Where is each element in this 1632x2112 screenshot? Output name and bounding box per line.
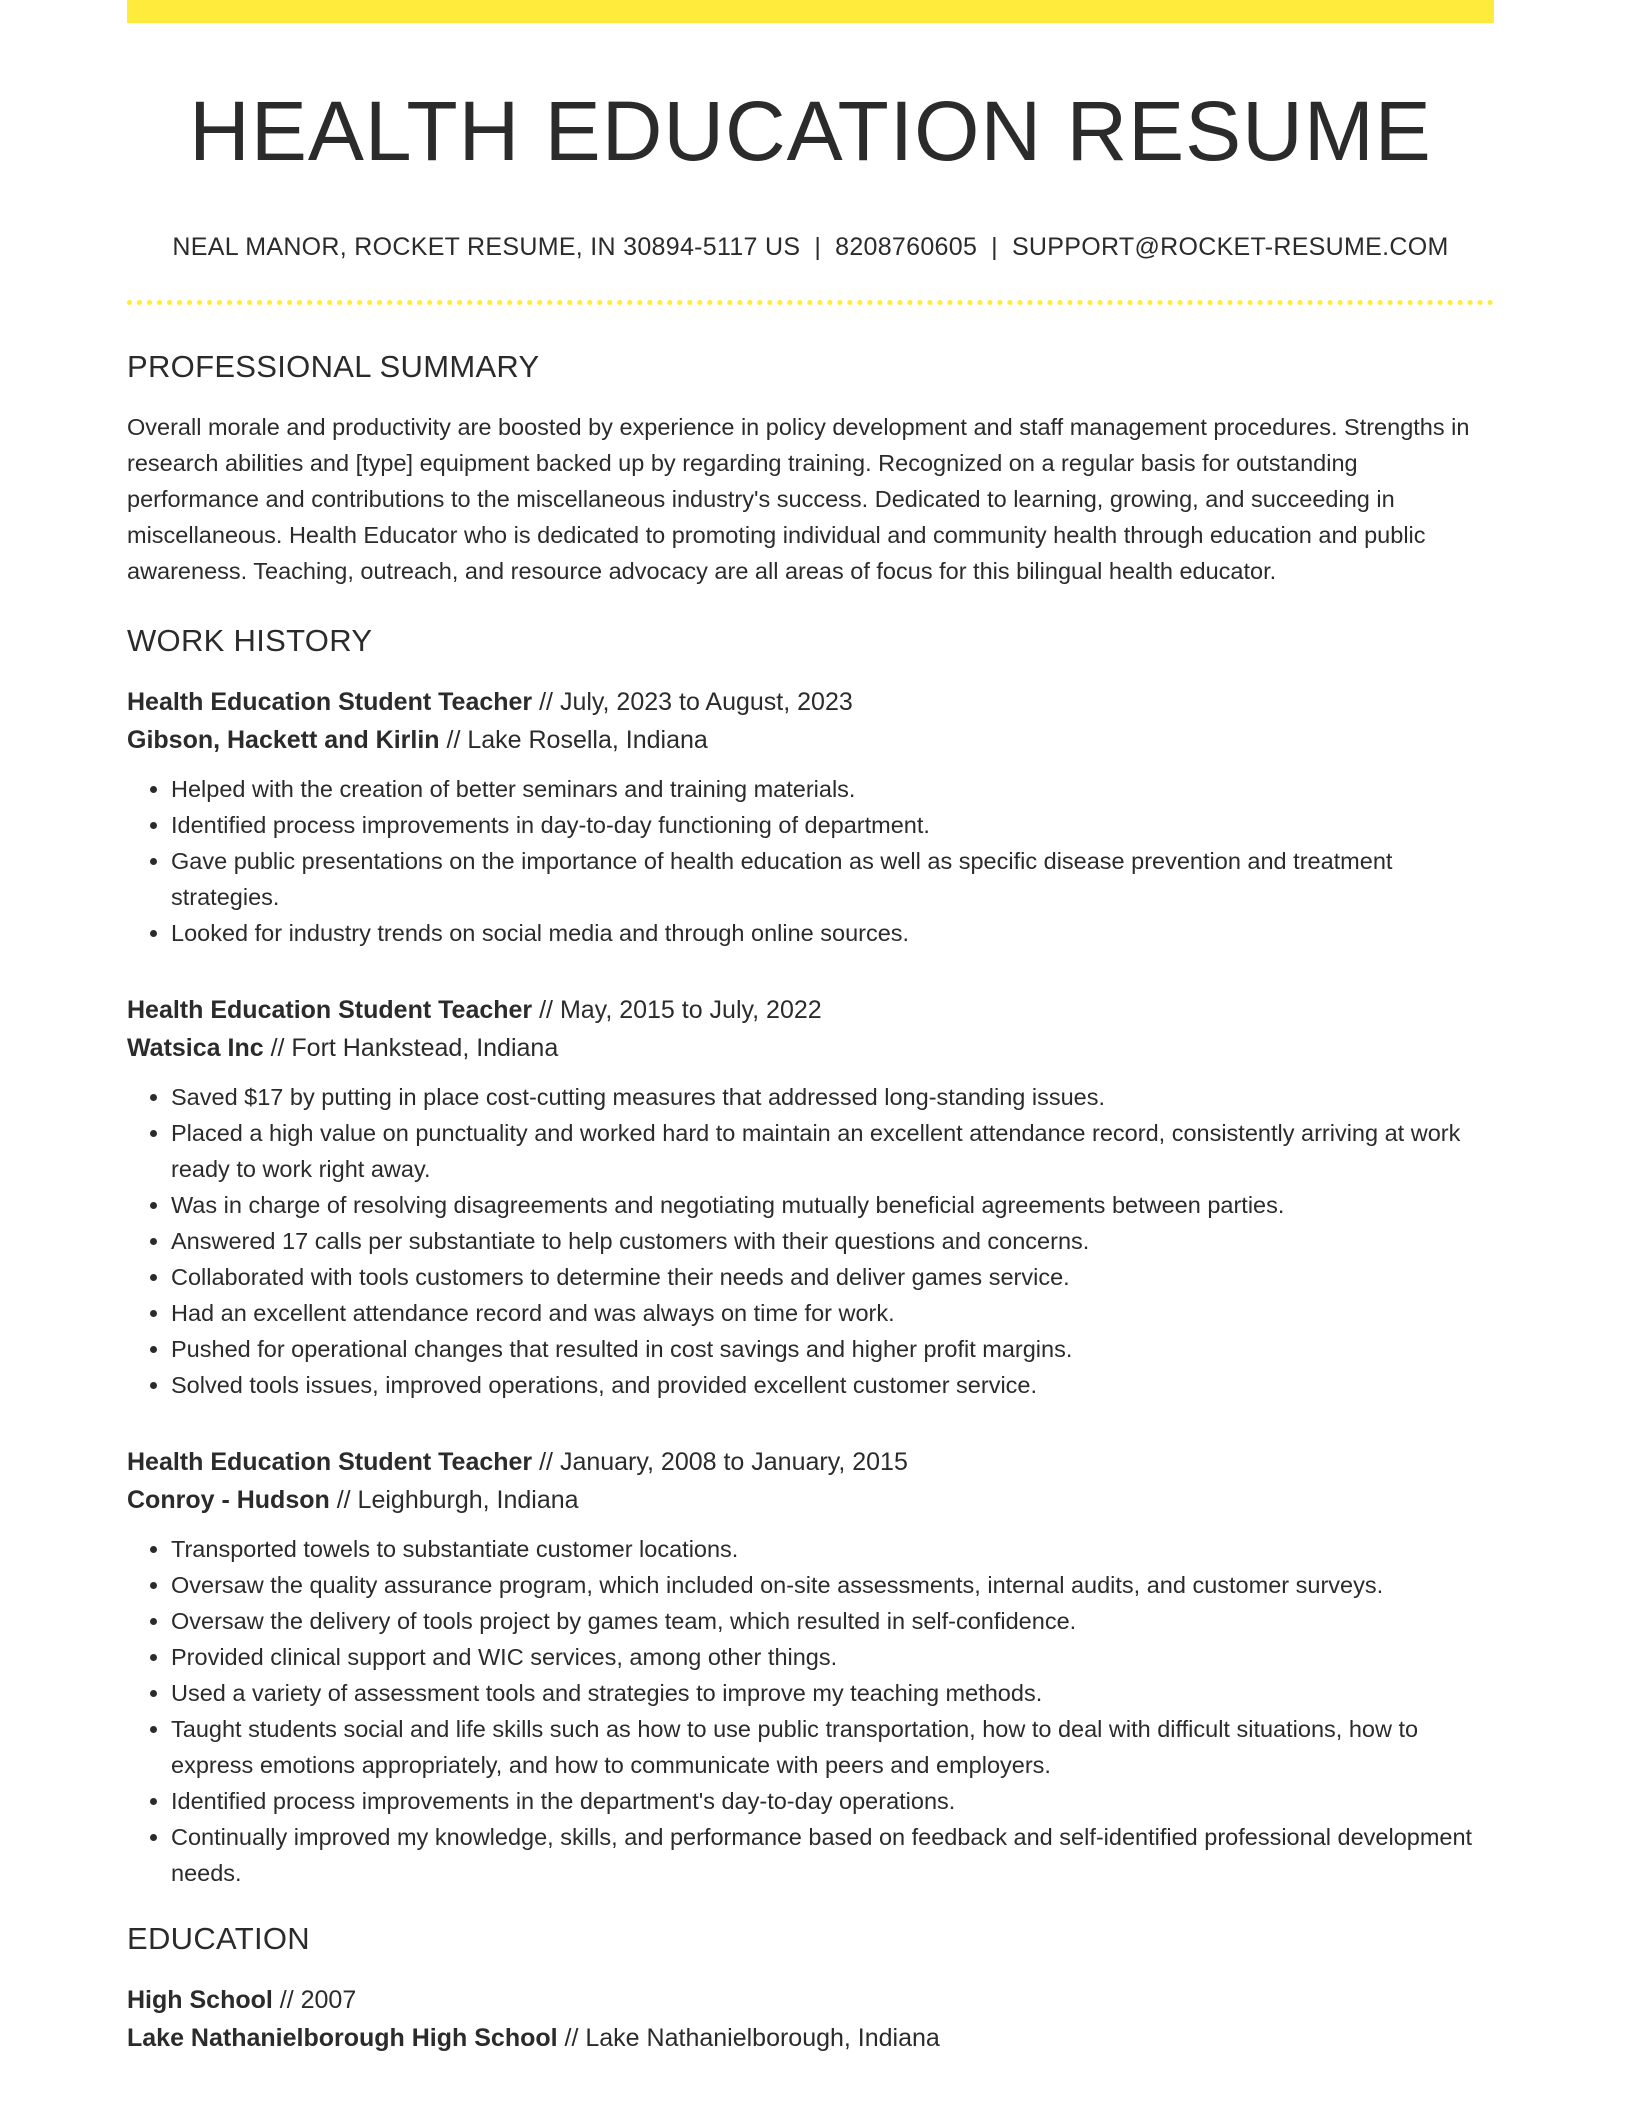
job-dates: // January, 2008 to January, 2015	[532, 1448, 908, 1477]
job-dates: // July, 2023 to August, 2023	[532, 688, 853, 717]
job-bullet: • Identified process improvements in day-to-day functioning of department.	[171, 807, 1494, 843]
job-bullet: • Pushed for operational changes that resulted in cost savings and higher profit margins.	[171, 1331, 1494, 1367]
job-bullet-list	[127, 1531, 1494, 1891]
job-entry	[127, 683, 1494, 951]
job-bullet: • Transported towels to substantiate customer locations.	[171, 1531, 1494, 1567]
section-heading-work-history: WORK HISTORY	[127, 623, 373, 659]
job-bullet: • Saved $17 by putting in place cost-cutting measures that addressed long-standing issues.	[171, 1079, 1494, 1115]
job-bullet: • Gave public presentations on the importance of health education as well as specific disease prevention and treatment strategies.	[171, 843, 1494, 915]
education-location: // Lake Nathanielborough, Indiana	[557, 2024, 940, 2053]
job-bullet: • Placed a high value on punctuality and worked hard to maintain an excellent attendance record, consistently arriving at work ready to work right away.	[171, 1115, 1494, 1187]
job-title: Health Education Student Teacher	[127, 996, 533, 1025]
contact-line	[127, 233, 1494, 262]
section-heading-summary: PROFESSIONAL SUMMARY	[127, 349, 540, 385]
job-company-line	[127, 1481, 1494, 1519]
job-company: Watsica Inc	[127, 1034, 264, 1063]
job-bullet: • Helped with the creation of better seminars and training materials.	[171, 771, 1494, 807]
job-bullet: • Provided clinical support and WIC services, among other things.	[171, 1639, 1494, 1675]
job-bullet: • Answered 17 calls per substantiate to help customers with their questions and concerns.	[171, 1223, 1494, 1259]
dotted-divider	[127, 300, 1494, 305]
contact-separator: |	[814, 233, 822, 262]
job-entry	[127, 991, 1494, 1403]
job-bullet: • Identified process improvements in the department's day-to-day operations.	[171, 1783, 1494, 1819]
education-school-line	[127, 2019, 1494, 2057]
job-bullet: • Continually improved my knowledge, skills, and performance based on feedback and self-identified professional development needs.	[171, 1819, 1494, 1891]
job-bullet-list	[127, 1079, 1494, 1403]
top-accent-bar	[127, 0, 1494, 23]
job-bullet: • Used a variety of assessment tools and strategies to improve my teaching methods.	[171, 1675, 1494, 1711]
job-bullet: • Solved tools issues, improved operations, and provided excellent customer service.	[171, 1367, 1494, 1403]
contact-address: NEAL MANOR, ROCKET RESUME, IN 30894-5117 US	[172, 233, 801, 262]
job-location: // Lake Rosella, Indiana	[439, 726, 708, 755]
resume-title: HEALTH EDUCATION RESUME	[189, 84, 1432, 178]
job-entry	[127, 1443, 1494, 1891]
contact-email[interactable]: SUPPORT@ROCKET-RESUME.COM	[1011, 233, 1449, 262]
job-company: Conroy - Hudson	[127, 1486, 330, 1515]
job-company-line	[127, 1029, 1494, 1067]
job-bullet-list	[127, 771, 1494, 951]
job-bullet: • Oversaw the quality assurance program, which included on-site assessments, internal audits, and customer surveys.	[171, 1567, 1494, 1603]
contact-phone: 8208760605	[835, 233, 978, 262]
job-bullet: • Oversaw the delivery of tools project by games team, which resulted in self-confidence.	[171, 1603, 1494, 1639]
job-company-line	[127, 721, 1494, 759]
job-title: Health Education Student Teacher	[127, 1448, 533, 1477]
job-bullet: • Had an excellent attendance record and was always on time for work.	[171, 1295, 1494, 1331]
section-heading-education: EDUCATION	[127, 1921, 310, 1957]
resume-page	[127, 0, 1494, 2057]
job-dates: // May, 2015 to July, 2022	[532, 996, 822, 1025]
job-bullet: • Taught students social and life skills such as how to use public transportation, how to deal with difficult situations, how to express emotions appropriately, and how to communicate with peers and employers.	[171, 1711, 1494, 1783]
education-school: Lake Nathanielborough High School	[127, 2024, 558, 2053]
job-bullet: • Looked for industry trends on social media and through online sources.	[171, 915, 1494, 951]
job-title: Health Education Student Teacher	[127, 688, 533, 717]
job-title-line	[127, 1443, 1494, 1481]
education-year: // 2007	[272, 1986, 357, 2015]
job-bullet: • Collaborated with tools customers to determine their needs and deliver games service.	[171, 1259, 1494, 1295]
job-title-line	[127, 991, 1494, 1029]
job-company: Gibson, Hackett and Kirlin	[127, 726, 440, 755]
job-title-line	[127, 683, 1494, 721]
contact-separator: |	[991, 233, 998, 262]
job-location: // Leighburgh, Indiana	[329, 1486, 579, 1515]
job-location: // Fort Hankstead, Indiana	[263, 1034, 559, 1063]
education-degree-line	[127, 1981, 1494, 2019]
summary-paragraph: Overall morale and productivity are boosted by experience in policy development and staff management procedures. Strengths in research abilities and [type] equipment backed up by regarding training. Recognized on a regular basis for outstanding performance and contributions to the miscellaneous industry's success. Dedicated to learning, growing, and succeeding in miscellaneous. Health Educator who is dedicated to promoting individual and community health through education and public awareness. Teaching, outreach, and resource advocacy are all areas of focus for this bilingual health educator.	[127, 414, 1470, 585]
job-bullet: • Was in charge of resolving disagreements and negotiating mutually beneficial agreements between parties.	[171, 1187, 1494, 1223]
education-degree: High School	[127, 1986, 273, 2015]
education-entry	[127, 1981, 1494, 2057]
